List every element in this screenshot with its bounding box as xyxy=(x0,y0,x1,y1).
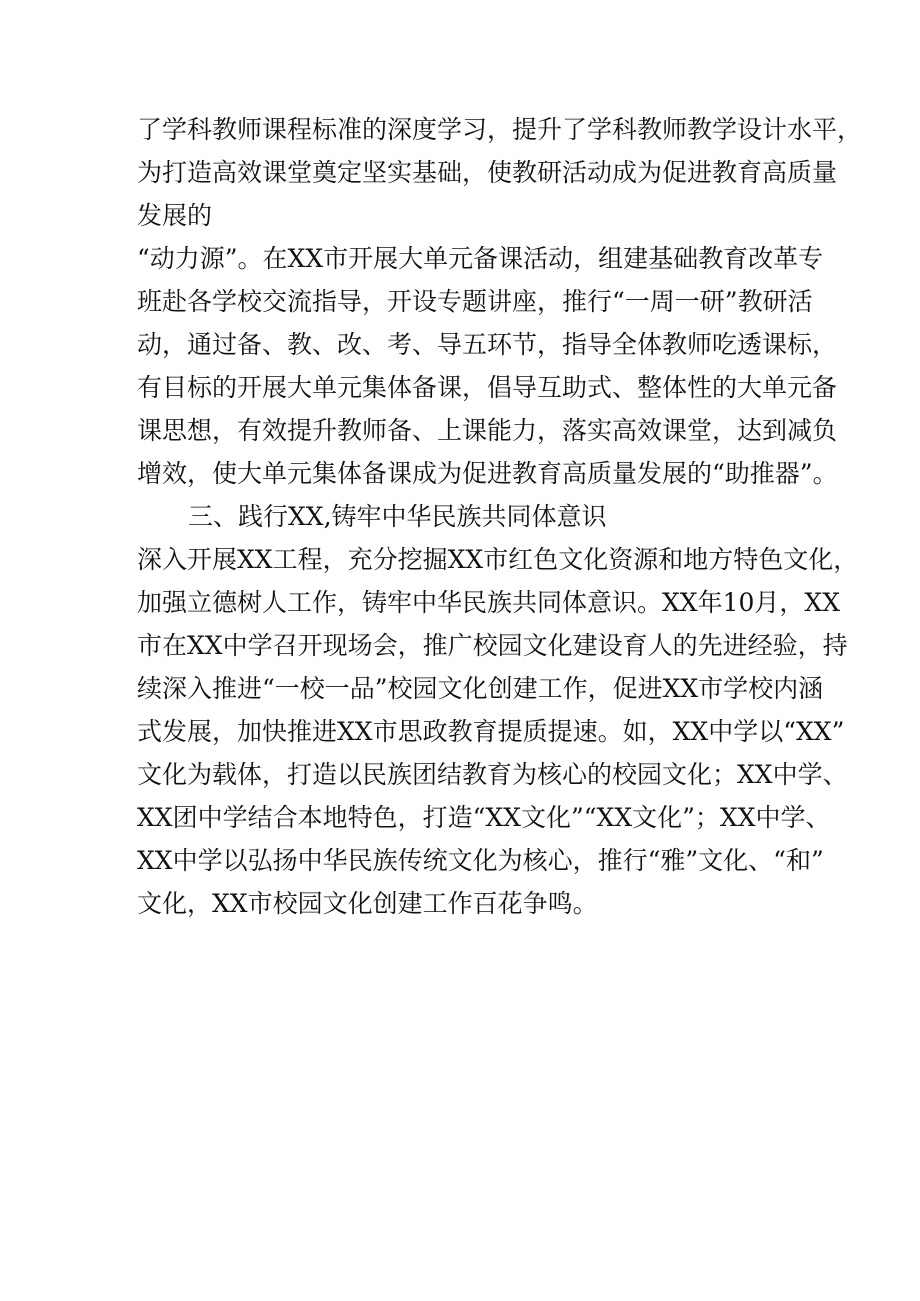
text-line: 动，通过备、教、改、考、导五环节，指导全体教师吃透课标， xyxy=(137,330,838,359)
text-line: 文化，XX市校园文化创建工作百花争鸣。 xyxy=(137,889,598,918)
text-line: 为打造高效课堂奠定坚实基础，使教研活动成为促进教育高质量 xyxy=(137,158,838,187)
text-line: 课思想，有效提升教师备、上课能力，落实高效课堂，达到减负 xyxy=(137,416,838,445)
text-line: 市在XX中学召开现场会，推广校园文化建设育人的先进经验，持 xyxy=(137,631,848,660)
text-line: XX中学以弘扬中华民族传统文化为核心，推行“雅”文化、“和” xyxy=(137,846,824,875)
text-line: XX团中学结合本地特色，打造“XX文化”“XX文化”；XX中学、 xyxy=(137,803,831,832)
text-line: 增效，使大单元集体备课成为促进教育高质量发展的“助推器”。 xyxy=(137,459,838,488)
text-line: 有目标的开展大单元集体备课，倡导互助式、整体性的大单元备 xyxy=(137,373,838,402)
text-line: 文化为载体，打造以民族团结教育为核心的校园文化；XX中学、 xyxy=(137,760,848,789)
text-line: 班赴各学校交流指导，开设专题讲座，推行“一周一研”教研活 xyxy=(137,287,813,316)
text-line: 深入开展XX工程，充分挖掘XX市红色文化资源和地方特色文化， xyxy=(137,545,859,574)
text-line: “动力源”。在XX市开展大单元备课活动，组建基础教育改革专 xyxy=(137,244,824,273)
document-body xyxy=(137,108,863,925)
text-line: 式发展，加快推进XX市思政教育提质提速。如，XX中学以“XX” xyxy=(137,717,845,746)
text-line: 加强立德树人工作，铸牢中华民族共同体意识。XX年10月，XX xyxy=(137,588,841,617)
paragraph-1 xyxy=(137,108,863,495)
text-line: 发展的 xyxy=(137,201,213,230)
section-heading: 三、践行XX,铸牢中华民族共同体意识 xyxy=(188,502,607,531)
paragraph-2 xyxy=(137,538,859,925)
text-line: 续深入推进“一校一品”校园文化创建工作，促进XX市学校内涵 xyxy=(137,674,824,703)
text-line: 了学科教师课程标准的深度学习，提升了学科教师教学设计水平， xyxy=(137,115,863,144)
